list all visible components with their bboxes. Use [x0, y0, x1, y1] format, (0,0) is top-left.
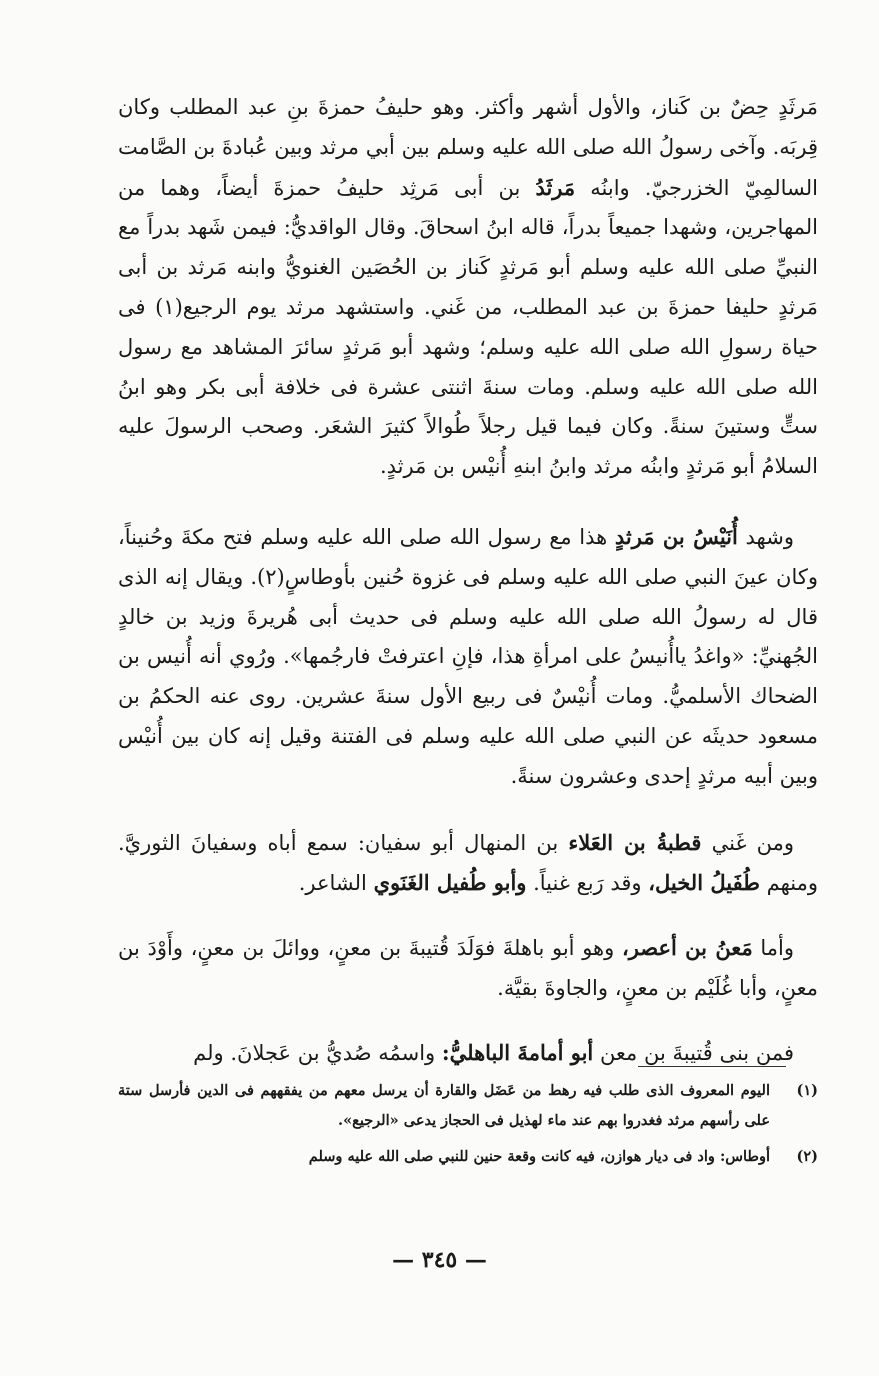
- p4-seg-1: وأما: [752, 936, 794, 961]
- paragraph-1: [118, 88, 818, 487]
- p5-seg-1: فمن بنى قُتيبةَ بن معن: [593, 1040, 794, 1065]
- footnote-2-number: (٢): [796, 1148, 818, 1165]
- p3-seg-2-bold: قطبةُ بن العَلاء: [568, 829, 702, 855]
- p1-seg-2-bold: مَرثَدُ: [535, 174, 576, 200]
- footnote-2: [118, 1142, 818, 1172]
- footnote-2-text: أوطاس: واد فى ديار هوازن، فيه كانت وقعة حنين للنبي صلى الله عليه وسلم: [308, 1148, 770, 1165]
- footnote-1-number: (١): [796, 1082, 818, 1099]
- p4-seg-2-bold: مَعنُ بن أعصر،: [621, 935, 753, 961]
- footnote-1-text: اليوم المعروف الذى طلب فيه رهط من عَضَل والقارة أن يرسل معهم من يفقههم فى الدين فأرسل ستة على رأسهم مرثد فغدروا بهم عند ماء لهذيل فى الحجاز يدعى «الرجيع».: [118, 1082, 770, 1129]
- footnote-1: [118, 1076, 818, 1136]
- p3-seg-5: وقد رَبع غنياً.: [526, 871, 649, 896]
- paragraph-2: [118, 517, 818, 797]
- p3-seg-1: ومن غَني: [701, 830, 794, 855]
- p1-seg-1: مَرثَدٍ حِضٌ بن كَناز، والأول أشهر وأكثر. وهو حليفُ حمزةَ بنِ عبد المطلب وكان قِربَه. وآخى رسولُ الله صلى الله عليه وسلم بين أبي مرثد وبين عُبادةَ بن الصَّامت السالمِيّ الخزرجيّ. وابنُه: [118, 95, 818, 200]
- p2-seg-3: هذا مع رسول الله صلى الله عليه وسلم فتح مكةَ وحُنيناً، وكان عينَ النبي صلى الله عليه وسلم فى غزوة حُنين بأوطاسٍ(٢). ويقال إنه الذى قال له رسولُ الله صلى الله عليه وسلم فى حديث أبى هُريرةَ وزيد بن خالدٍ الجُهنيِّ: «واغدُ ياأُنيسُ على امرأةِ هذا، فإنِ اعترفتْ فارجُمها». ورُوي أنه أُنيس بن الضحاك الأسلميُّ. ومات أُنيْسٌ فى ربيع الأول سنةَ عشرين. روى عنه الحكمُ بن مسعود حديثَه عن النبي صلى الله عليه وسلم فى الفتنة وقيل إنه كان بين أُنيْس وبين أبيه مرثدٍ إحدى وعشرون سنةً.: [118, 524, 818, 788]
- p5-seg-2-bold: أبو أمامةَ الباهليُّ:: [441, 1039, 594, 1065]
- p3-seg-6-bold: وأبو طُفيل الغَنَوي: [373, 870, 527, 896]
- p2-seg-1: وشهد: [737, 524, 794, 549]
- p3-seg-3: بن المنهال أبو سفيان: سمع أباه وسفيانَ الثوريَّ. ومنهم: [118, 830, 818, 896]
- footnote-divider: [638, 1066, 786, 1067]
- p2-seg-2-bold: أُنَيْسُ بن مَرثدٍ: [614, 523, 738, 549]
- p3-seg-4-bold: طُفَيلُ الخيل،: [648, 870, 760, 896]
- paragraph-3: [118, 823, 818, 905]
- paragraph-5: [118, 1033, 818, 1074]
- p5-seg-3: واسمُه صُديُّ بن عَجلانَ. ولم: [193, 1040, 442, 1065]
- page-number: — ٣٤٥ —: [392, 1247, 487, 1273]
- main-text: [118, 88, 818, 1074]
- p1-seg-3: بن أبى مَرثِد حليفُ حمزةَ أيضاً، وهما من المهاجرين، وشهدا جميعاً بدراً، قاله ابنُ اسحاقَ. وقال الواقديُّ: فيمن شَهد بدراً مع النبيِّ صلى الله عليه وسلم أبو مَرثدٍ كَناز بن الحُصَين الغنويُّ وابنه مَرثد بن أبى مَرثدٍ حليفا حمزةَ بن عبد المطلب، من غَني. واستشهد مرثد يوم الرجيع(١) فى حياة رسولِ الله صلى الله عليه وسلم؛ وشهد أبو مَرثدٍ سائرَ المشاهد مع رسول الله صلى الله عليه وسلم. ومات سنةَ اثنتى عشرة فى خلافة أبى بكر وهو ابنُ ستٍّ وستينَ سنةً. وكان فيما قيل رجلاً طُوالاً كثيرَ الشعَر. وصحب الرسولَ عليه السلامُ أبو مَرثدٍ وابنُه مرثد وابنُ ابنهِ أُنيْس بن مَرثدٍ.: [118, 175, 818, 479]
- footnotes: [118, 1076, 818, 1178]
- paragraph-4: [118, 928, 818, 1009]
- p4-seg-3: وهو أبو باهلةَ فوَلَدَ قُتيبةَ بن معنٍ، ووائلَ بن معنٍ، وأَوْدَ بن معنٍ، وأبا غُلَيْم بن معنٍ، والجاوةَ بقيَّة.: [118, 936, 818, 1000]
- p3-seg-7: الشاعر.: [298, 871, 374, 896]
